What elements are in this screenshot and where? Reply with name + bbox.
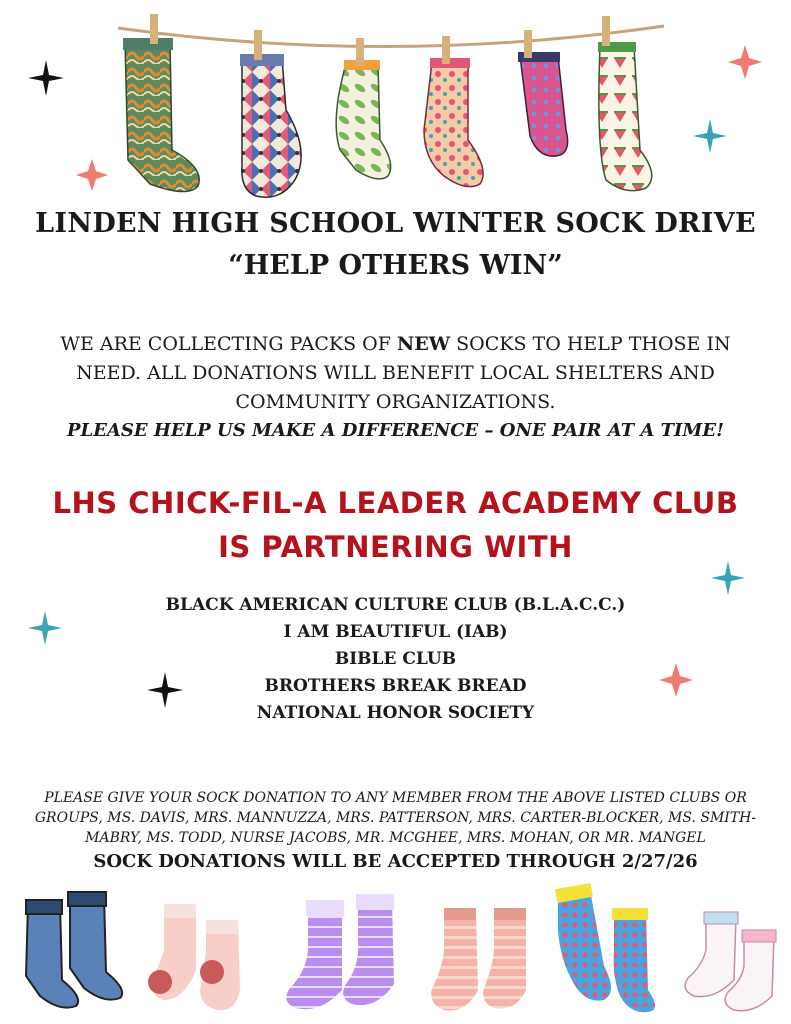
hanging-sock-2: [240, 30, 301, 197]
sock-pair-peach: [431, 908, 526, 1011]
title-line-1: LINDEN HIGH SCHOOL WINTER SOCK DRIVE: [35, 208, 756, 239]
intro-text-before: WE ARE COLLECTING PACKS OF: [60, 333, 397, 355]
star-icon-pink-top-right: [728, 45, 762, 79]
donation-instructions: PLEASE GIVE YOUR SOCK DONATION TO ANY MEMBER FROM THE ABOVE LISTED CLUBS OR GROUPS, MS. DAVIS, MRS. MANNUZZA, MRS. PATTERSON, MRS. CARTER-BLOCKER, MS. SMITH-MABRY, MS. TODD, NURSE JACOBS, MR. MCGHEE, MRS. MOHAN, OR MR. MANGEL: [34, 790, 757, 846]
club-heading-line-1: LHS CHICK-FIL-A LEADER ACADEMY CLUB: [52, 486, 739, 520]
sock-pair-pink: [148, 904, 240, 1010]
partner-list: [0, 592, 791, 727]
intro-text-after: SOCKS TO HELP THOSE IN NEED. ALL DONATIONS WILL BENEFIT LOCAL SHELTERS AND COMMUNITY ORGANIZATIONS.: [76, 333, 731, 413]
star-icon-teal-top-right: [693, 119, 727, 153]
star-icon-pink-top-left: [76, 159, 108, 191]
intro-paragraph: [30, 330, 761, 417]
sock-pair-violet: [286, 894, 394, 1009]
hanging-sock-1: [123, 14, 199, 192]
club-heading-line-2: IS PARTNERING WITH: [218, 530, 573, 564]
intro-emphasis: NEW: [396, 333, 451, 355]
partner-item: I AM BEAUTIFUL (IAB): [283, 622, 508, 642]
title-line-2: “HELP OTHERS WIN”: [228, 250, 563, 281]
partner-item: BIBLE CLUB: [334, 649, 457, 669]
partner-item: NATIONAL HONOR SOCIETY: [256, 703, 535, 723]
partner-item: BLACK AMERICAN CULTURE CLUB (B.L.A.C.C.): [165, 595, 626, 615]
sock-pair-dotted: [555, 883, 655, 1012]
hanging-sock-4: [424, 36, 483, 187]
plea-line: PLEASE HELP US MAKE A DIFFERENCE – ONE PAIR AT A TIME!: [67, 420, 724, 441]
hanging-sock-5: [518, 30, 568, 156]
partner-item: BROTHERS BREAK BREAD: [264, 676, 527, 696]
deadline-line: SOCK DONATIONS WILL BE ACCEPTED THROUGH 2/27/26: [93, 851, 698, 872]
clothesline-rope: [118, 26, 664, 47]
star-icon-teal-mid-right: [711, 561, 745, 595]
sock-pair-blue: [26, 892, 122, 1008]
sock-pair-white: [685, 912, 776, 1011]
star-icon-black-top-left: [28, 60, 64, 96]
hanging-sock-6: [598, 16, 652, 191]
hanging-sock-3: [336, 38, 391, 179]
